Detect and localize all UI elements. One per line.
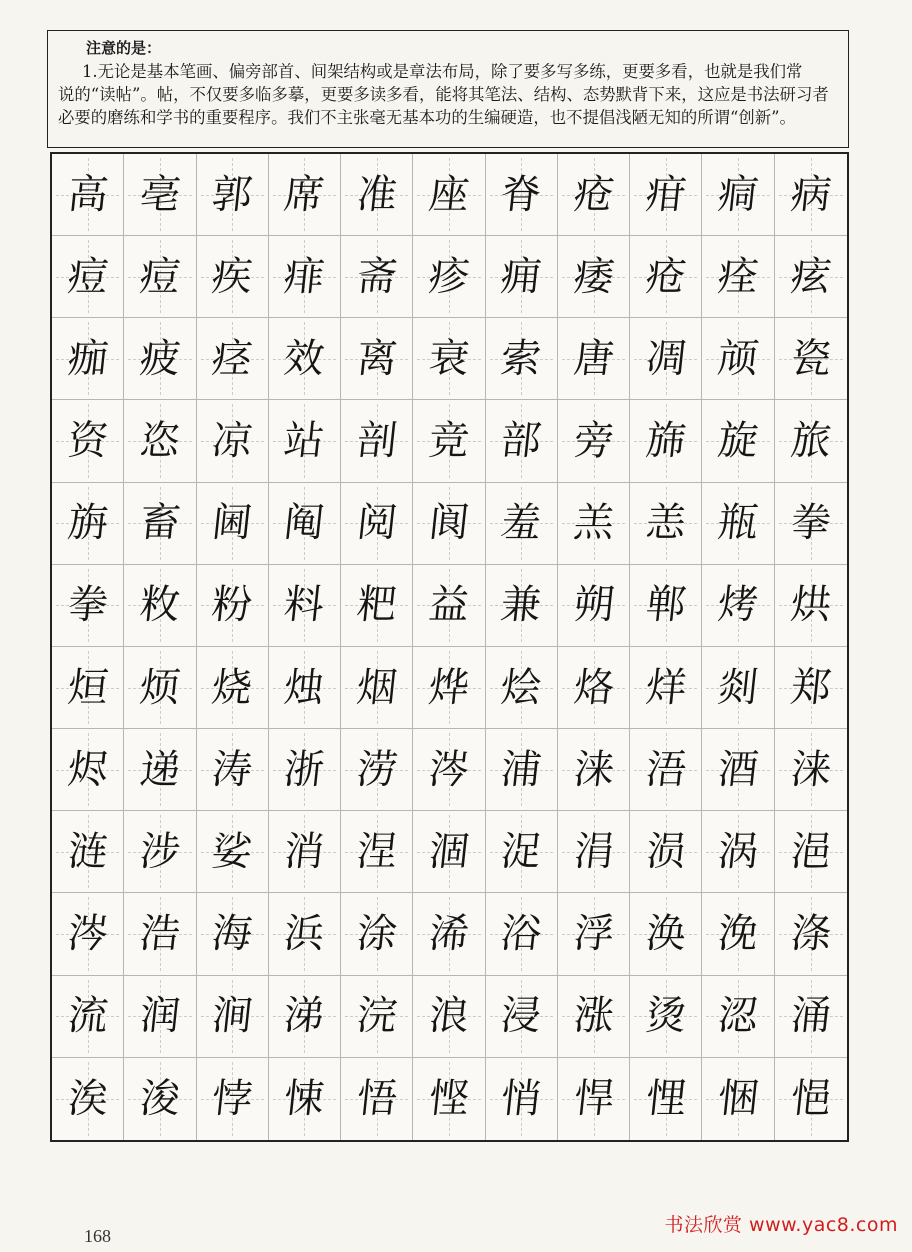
grid-cell — [775, 154, 847, 236]
calligraphy-character: 唐 — [571, 335, 616, 382]
grid-cell — [52, 647, 124, 729]
grid-cell — [413, 1058, 485, 1140]
grid-cell — [341, 483, 413, 565]
grid-cell — [341, 154, 413, 236]
grid-cell — [630, 647, 702, 729]
calligraphy-character: 拳 — [65, 582, 111, 629]
calligraphy-character: 悝 — [643, 1075, 689, 1122]
grid-cell — [197, 729, 269, 811]
grid-cell — [197, 647, 269, 729]
calligraphy-character: 痊 — [715, 253, 761, 300]
grid-cell — [413, 976, 485, 1058]
note-box — [47, 30, 849, 148]
calligraphy-character: 涞 — [788, 746, 834, 793]
grid-cell — [630, 976, 702, 1058]
grid-cell — [702, 236, 774, 318]
grid-cell — [124, 893, 196, 975]
grid-cell — [269, 236, 341, 318]
calligraphy-character: 痱 — [282, 253, 327, 300]
calligraphy-character: 益 — [426, 582, 472, 629]
grid-cell — [413, 647, 485, 729]
grid-cell — [486, 565, 558, 647]
grid-cell — [341, 236, 413, 318]
grid-cell — [775, 647, 847, 729]
calligraphy-character: 亳 — [137, 171, 183, 218]
grid-cell — [124, 729, 196, 811]
grid-cell — [702, 729, 774, 811]
calligraphy-character: 涅 — [354, 828, 400, 875]
grid-cell — [52, 565, 124, 647]
calligraphy-character: 痃 — [788, 253, 834, 300]
grid-cell — [124, 1058, 196, 1140]
calligraphy-character: 畜 — [137, 500, 183, 547]
calligraphy-character: 悚 — [282, 1075, 327, 1122]
grid-cell — [341, 729, 413, 811]
grid-cell — [269, 976, 341, 1058]
calligraphy-character: 烤 — [715, 582, 761, 629]
grid-cell — [486, 811, 558, 893]
grid-cell — [52, 1058, 124, 1140]
calligraphy-character: 浙 — [282, 746, 327, 793]
calligraphy-character: 准 — [354, 171, 400, 218]
grid-cell — [702, 483, 774, 565]
grid-cell — [775, 565, 847, 647]
calligraphy-character: 浠 — [426, 911, 472, 958]
grid-cell — [52, 236, 124, 318]
calligraphy-character: 郭 — [209, 171, 255, 218]
calligraphy-character: 痈 — [498, 253, 544, 300]
grid-cell — [269, 729, 341, 811]
page-number: 168 — [84, 1226, 111, 1246]
grid-cell — [630, 1058, 702, 1140]
calligraphy-character: 涛 — [209, 746, 255, 793]
grid-cell — [630, 154, 702, 236]
grid-cell — [413, 483, 485, 565]
grid-cell — [486, 236, 558, 318]
calligraphy-character: 浣 — [354, 993, 400, 1040]
calligraphy-character: 烨 — [426, 664, 472, 711]
calligraphy-character: 座 — [426, 171, 472, 218]
grid-cell — [269, 483, 341, 565]
calligraphy-character: 悃 — [715, 1075, 761, 1122]
calligraphy-character: 烜 — [65, 664, 111, 711]
grid-cell — [124, 811, 196, 893]
grid-cell — [124, 483, 196, 565]
calligraphy-character: 浸 — [498, 993, 544, 1040]
calligraphy-character: 悖 — [209, 1075, 255, 1122]
grid-cell — [269, 400, 341, 482]
calligraphy-character: 站 — [282, 418, 327, 465]
watermark: 书法欣赏 www.yac8.com — [664, 1214, 898, 1236]
grid-cell — [197, 811, 269, 893]
grid-cell — [269, 811, 341, 893]
calligraphy-character: 涉 — [137, 828, 183, 875]
grid-cell — [269, 318, 341, 400]
grid-cell — [197, 483, 269, 565]
grid-cell — [52, 318, 124, 400]
calligraphy-character: 浦 — [498, 746, 544, 793]
calligraphy-character: 烊 — [643, 664, 689, 711]
grid-cell — [558, 1058, 630, 1140]
grid-cell — [52, 483, 124, 565]
grid-cell — [413, 154, 485, 236]
calligraphy-character: 烘 — [788, 582, 834, 629]
calligraphy-character: 朔 — [571, 582, 616, 629]
calligraphy-character: 涸 — [426, 828, 472, 875]
grid-cell — [486, 893, 558, 975]
calligraphy-character: 疾 — [209, 253, 255, 300]
calligraphy-character: 涕 — [282, 993, 327, 1040]
grid-cell — [630, 318, 702, 400]
calligraphy-character: 痘 — [137, 253, 183, 300]
calligraphy-character: 部 — [498, 418, 544, 465]
grid-cell — [558, 811, 630, 893]
calligraphy-character: 涧 — [209, 993, 255, 1040]
grid-cell — [486, 729, 558, 811]
calligraphy-practice-grid — [50, 152, 849, 1142]
calligraphy-character: 疲 — [137, 335, 183, 382]
grid-cell — [52, 811, 124, 893]
grid-cell — [558, 893, 630, 975]
grid-cell — [413, 565, 485, 647]
grid-cell — [486, 483, 558, 565]
calligraphy-character: 涡 — [715, 828, 761, 875]
grid-cell — [341, 811, 413, 893]
grid-cell — [197, 400, 269, 482]
calligraphy-character: 阆 — [426, 500, 472, 547]
grid-cell — [269, 647, 341, 729]
grid-cell — [269, 893, 341, 975]
calligraphy-character: 浮 — [571, 911, 616, 958]
grid-cell — [52, 893, 124, 975]
calligraphy-character: 痉 — [209, 335, 255, 382]
calligraphy-character: 烙 — [571, 664, 616, 711]
note-line: 1.无论是基本笔画、偏旁部首、间架结构或是章法布局，除了要多写多练，更要多看，也就是我们常 — [82, 62, 803, 81]
grid-cell — [124, 400, 196, 482]
grid-cell — [702, 400, 774, 482]
calligraphy-character: 斋 — [354, 253, 400, 300]
grid-cell — [630, 236, 702, 318]
grid-cell — [486, 1058, 558, 1140]
grid-cell — [52, 729, 124, 811]
grid-cell — [413, 893, 485, 975]
calligraphy-character: 疮 — [571, 171, 616, 218]
calligraphy-character: 浪 — [426, 993, 472, 1040]
grid-cell — [775, 1058, 847, 1140]
grid-cell — [52, 976, 124, 1058]
calligraphy-character: 郑 — [788, 664, 834, 711]
calligraphy-character: 悄 — [498, 1075, 544, 1122]
calligraphy-character: 涂 — [354, 911, 400, 958]
calligraphy-character: 海 — [209, 911, 255, 958]
calligraphy-character: 润 — [137, 993, 183, 1040]
grid-cell — [775, 236, 847, 318]
grid-cell — [702, 565, 774, 647]
grid-cell — [124, 236, 196, 318]
grid-cell — [558, 647, 630, 729]
calligraphy-character: 浚 — [137, 1075, 183, 1122]
grid-cell — [630, 729, 702, 811]
grid-cell — [413, 236, 485, 318]
note-title: 注意的是： — [86, 39, 162, 57]
calligraphy-character: 衰 — [426, 335, 472, 382]
grid-cell — [630, 483, 702, 565]
grid-cell — [413, 400, 485, 482]
grid-cell — [630, 400, 702, 482]
grid-cell — [775, 483, 847, 565]
calligraphy-character: 资 — [65, 418, 111, 465]
grid-cell — [775, 729, 847, 811]
calligraphy-character: 悟 — [354, 1075, 400, 1122]
grid-cell — [269, 1058, 341, 1140]
calligraphy-character: 消 — [282, 828, 327, 875]
grid-cell — [702, 976, 774, 1058]
grid-cell — [775, 976, 847, 1058]
grid-cell — [702, 647, 774, 729]
calligraphy-character: 旋 — [715, 418, 761, 465]
calligraphy-character: 浩 — [137, 911, 183, 958]
calligraphy-character: 悒 — [788, 1075, 834, 1122]
grid-cell — [486, 400, 558, 482]
calligraphy-character: 烦 — [137, 664, 183, 711]
grid-cell — [630, 565, 702, 647]
calligraphy-character: 席 — [282, 171, 327, 218]
grid-cell — [52, 400, 124, 482]
calligraphy-character: 娑 — [209, 828, 255, 875]
grid-cell — [269, 154, 341, 236]
grid-cell — [197, 1058, 269, 1140]
grid-cell — [413, 318, 485, 400]
calligraphy-character: 痌 — [715, 171, 761, 218]
calligraphy-character: 烟 — [354, 664, 400, 711]
calligraphy-character: 浴 — [498, 911, 544, 958]
calligraphy-character: 颃 — [715, 335, 761, 382]
calligraphy-character: 旅 — [788, 418, 834, 465]
calligraphy-character: 悭 — [426, 1075, 472, 1122]
calligraphy-character: 效 — [282, 335, 327, 382]
calligraphy-character: 烬 — [65, 746, 111, 793]
calligraphy-character: 兼 — [498, 582, 544, 629]
grid-cell — [702, 811, 774, 893]
grid-cell — [341, 1058, 413, 1140]
calligraphy-character: 涔 — [65, 911, 111, 958]
calligraphy-character: 烛 — [282, 664, 327, 711]
calligraphy-character: 离 — [354, 335, 400, 382]
grid-cell — [52, 154, 124, 236]
calligraphy-character: 涣 — [643, 911, 689, 958]
calligraphy-character: 浞 — [498, 828, 544, 875]
calligraphy-character: 料 — [282, 582, 327, 629]
calligraphy-character: 烫 — [643, 993, 689, 1040]
calligraphy-character: 递 — [137, 746, 183, 793]
grid-cell — [486, 318, 558, 400]
calligraphy-character: 涊 — [715, 993, 761, 1040]
grid-cell — [558, 729, 630, 811]
grid-cell — [341, 893, 413, 975]
calligraphy-character: 疹 — [426, 253, 472, 300]
calligraphy-character: 剖 — [354, 418, 400, 465]
note-line: 必要的磨练和学书的重要程序。我们不主张毫无基本功的生编硬造，也不提倡浅陋无知的所谓“创新”。 — [58, 108, 796, 127]
calligraphy-character: 阄 — [282, 500, 327, 547]
grid-cell — [197, 154, 269, 236]
calligraphy-character: 涘 — [65, 1075, 111, 1122]
calligraphy-character: 凉 — [209, 418, 255, 465]
grid-cell — [413, 811, 485, 893]
grid-cell — [197, 318, 269, 400]
calligraphy-character: 旆 — [643, 418, 689, 465]
grid-cell — [124, 318, 196, 400]
grid-cell — [341, 647, 413, 729]
grid-cell — [702, 893, 774, 975]
calligraphy-character: 涤 — [788, 911, 834, 958]
grid-cell — [775, 811, 847, 893]
calligraphy-character: 凋 — [643, 335, 689, 382]
grid-cell — [558, 236, 630, 318]
grid-cell — [486, 976, 558, 1058]
grid-cell — [341, 976, 413, 1058]
grid-cell — [558, 318, 630, 400]
calligraphy-character: 羔 — [571, 500, 616, 547]
grid-cell — [486, 647, 558, 729]
calligraphy-character: 涨 — [571, 993, 616, 1040]
calligraphy-character: 浜 — [282, 911, 327, 958]
grid-cell — [486, 154, 558, 236]
calligraphy-character: 阃 — [209, 500, 255, 547]
calligraphy-character: 流 — [65, 993, 111, 1040]
grid-cell — [341, 400, 413, 482]
calligraphy-character: 恙 — [643, 500, 689, 547]
calligraphy-character: 旁 — [571, 418, 616, 465]
note-line: 说的“读帖”。帖，不仅要多临多摹，更要多读多看，能将其笔法、结构、态势默背下来，这应是书法研习者 — [58, 85, 829, 104]
calligraphy-character: 脊 — [498, 171, 544, 218]
grid-cell — [124, 565, 196, 647]
grid-cell — [341, 565, 413, 647]
grid-cell — [558, 483, 630, 565]
calligraphy-character: 阅 — [354, 500, 400, 547]
calligraphy-character: 拳 — [788, 500, 834, 547]
calligraphy-character: 涌 — [788, 993, 834, 1040]
calligraphy-character: 高 — [65, 171, 111, 218]
calligraphy-character: 涟 — [65, 828, 111, 875]
grid-cell — [702, 1058, 774, 1140]
calligraphy-character: 瓷 — [788, 335, 834, 382]
calligraphy-character: 烩 — [498, 664, 544, 711]
grid-cell — [775, 318, 847, 400]
grid-cell — [197, 565, 269, 647]
calligraphy-character: 涓 — [571, 828, 616, 875]
calligraphy-character: 粉 — [209, 582, 255, 629]
calligraphy-character: 敉 — [137, 582, 183, 629]
grid-cell — [558, 565, 630, 647]
calligraphy-character: 涔 — [426, 746, 472, 793]
grid-cell — [775, 893, 847, 975]
calligraphy-character: 粑 — [354, 582, 400, 629]
calligraphy-character: 疮 — [643, 253, 689, 300]
calligraphy-character: 恣 — [137, 418, 183, 465]
calligraphy-character: 疳 — [643, 171, 689, 218]
grid-cell — [124, 154, 196, 236]
grid-cell — [124, 976, 196, 1058]
grid-cell — [341, 318, 413, 400]
calligraphy-character: 剡 — [715, 664, 761, 711]
calligraphy-character: 浥 — [788, 828, 834, 875]
calligraphy-character: 浼 — [715, 911, 761, 958]
grid-cell — [775, 400, 847, 482]
calligraphy-character: 索 — [498, 335, 544, 382]
calligraphy-character: 悍 — [571, 1075, 616, 1122]
calligraphy-character: 烧 — [209, 664, 255, 711]
grid-cell — [197, 893, 269, 975]
calligraphy-character: 旃 — [65, 500, 111, 547]
grid-cell — [197, 236, 269, 318]
calligraphy-character: 酒 — [715, 746, 761, 793]
calligraphy-character: 竞 — [426, 418, 472, 465]
grid-cell — [558, 976, 630, 1058]
grid-cell — [630, 811, 702, 893]
grid-cell — [124, 647, 196, 729]
grid-cell — [702, 318, 774, 400]
calligraphy-character: 病 — [788, 171, 834, 218]
calligraphy-character: 痘 — [65, 253, 111, 300]
calligraphy-character: 涢 — [643, 828, 689, 875]
calligraphy-character: 瓶 — [715, 500, 761, 547]
grid-cell — [413, 729, 485, 811]
calligraphy-character: 浯 — [643, 746, 689, 793]
grid-cell — [702, 154, 774, 236]
grid-cell — [630, 893, 702, 975]
grid-cell — [558, 154, 630, 236]
calligraphy-character: 郸 — [643, 582, 689, 629]
calligraphy-character: 痂 — [65, 335, 111, 382]
calligraphy-character: 痿 — [571, 253, 616, 300]
grid-cell — [269, 565, 341, 647]
grid-cell — [558, 400, 630, 482]
calligraphy-character: 羞 — [498, 500, 544, 547]
calligraphy-character: 涝 — [354, 746, 400, 793]
grid-cell — [197, 976, 269, 1058]
calligraphy-character: 涞 — [571, 746, 616, 793]
